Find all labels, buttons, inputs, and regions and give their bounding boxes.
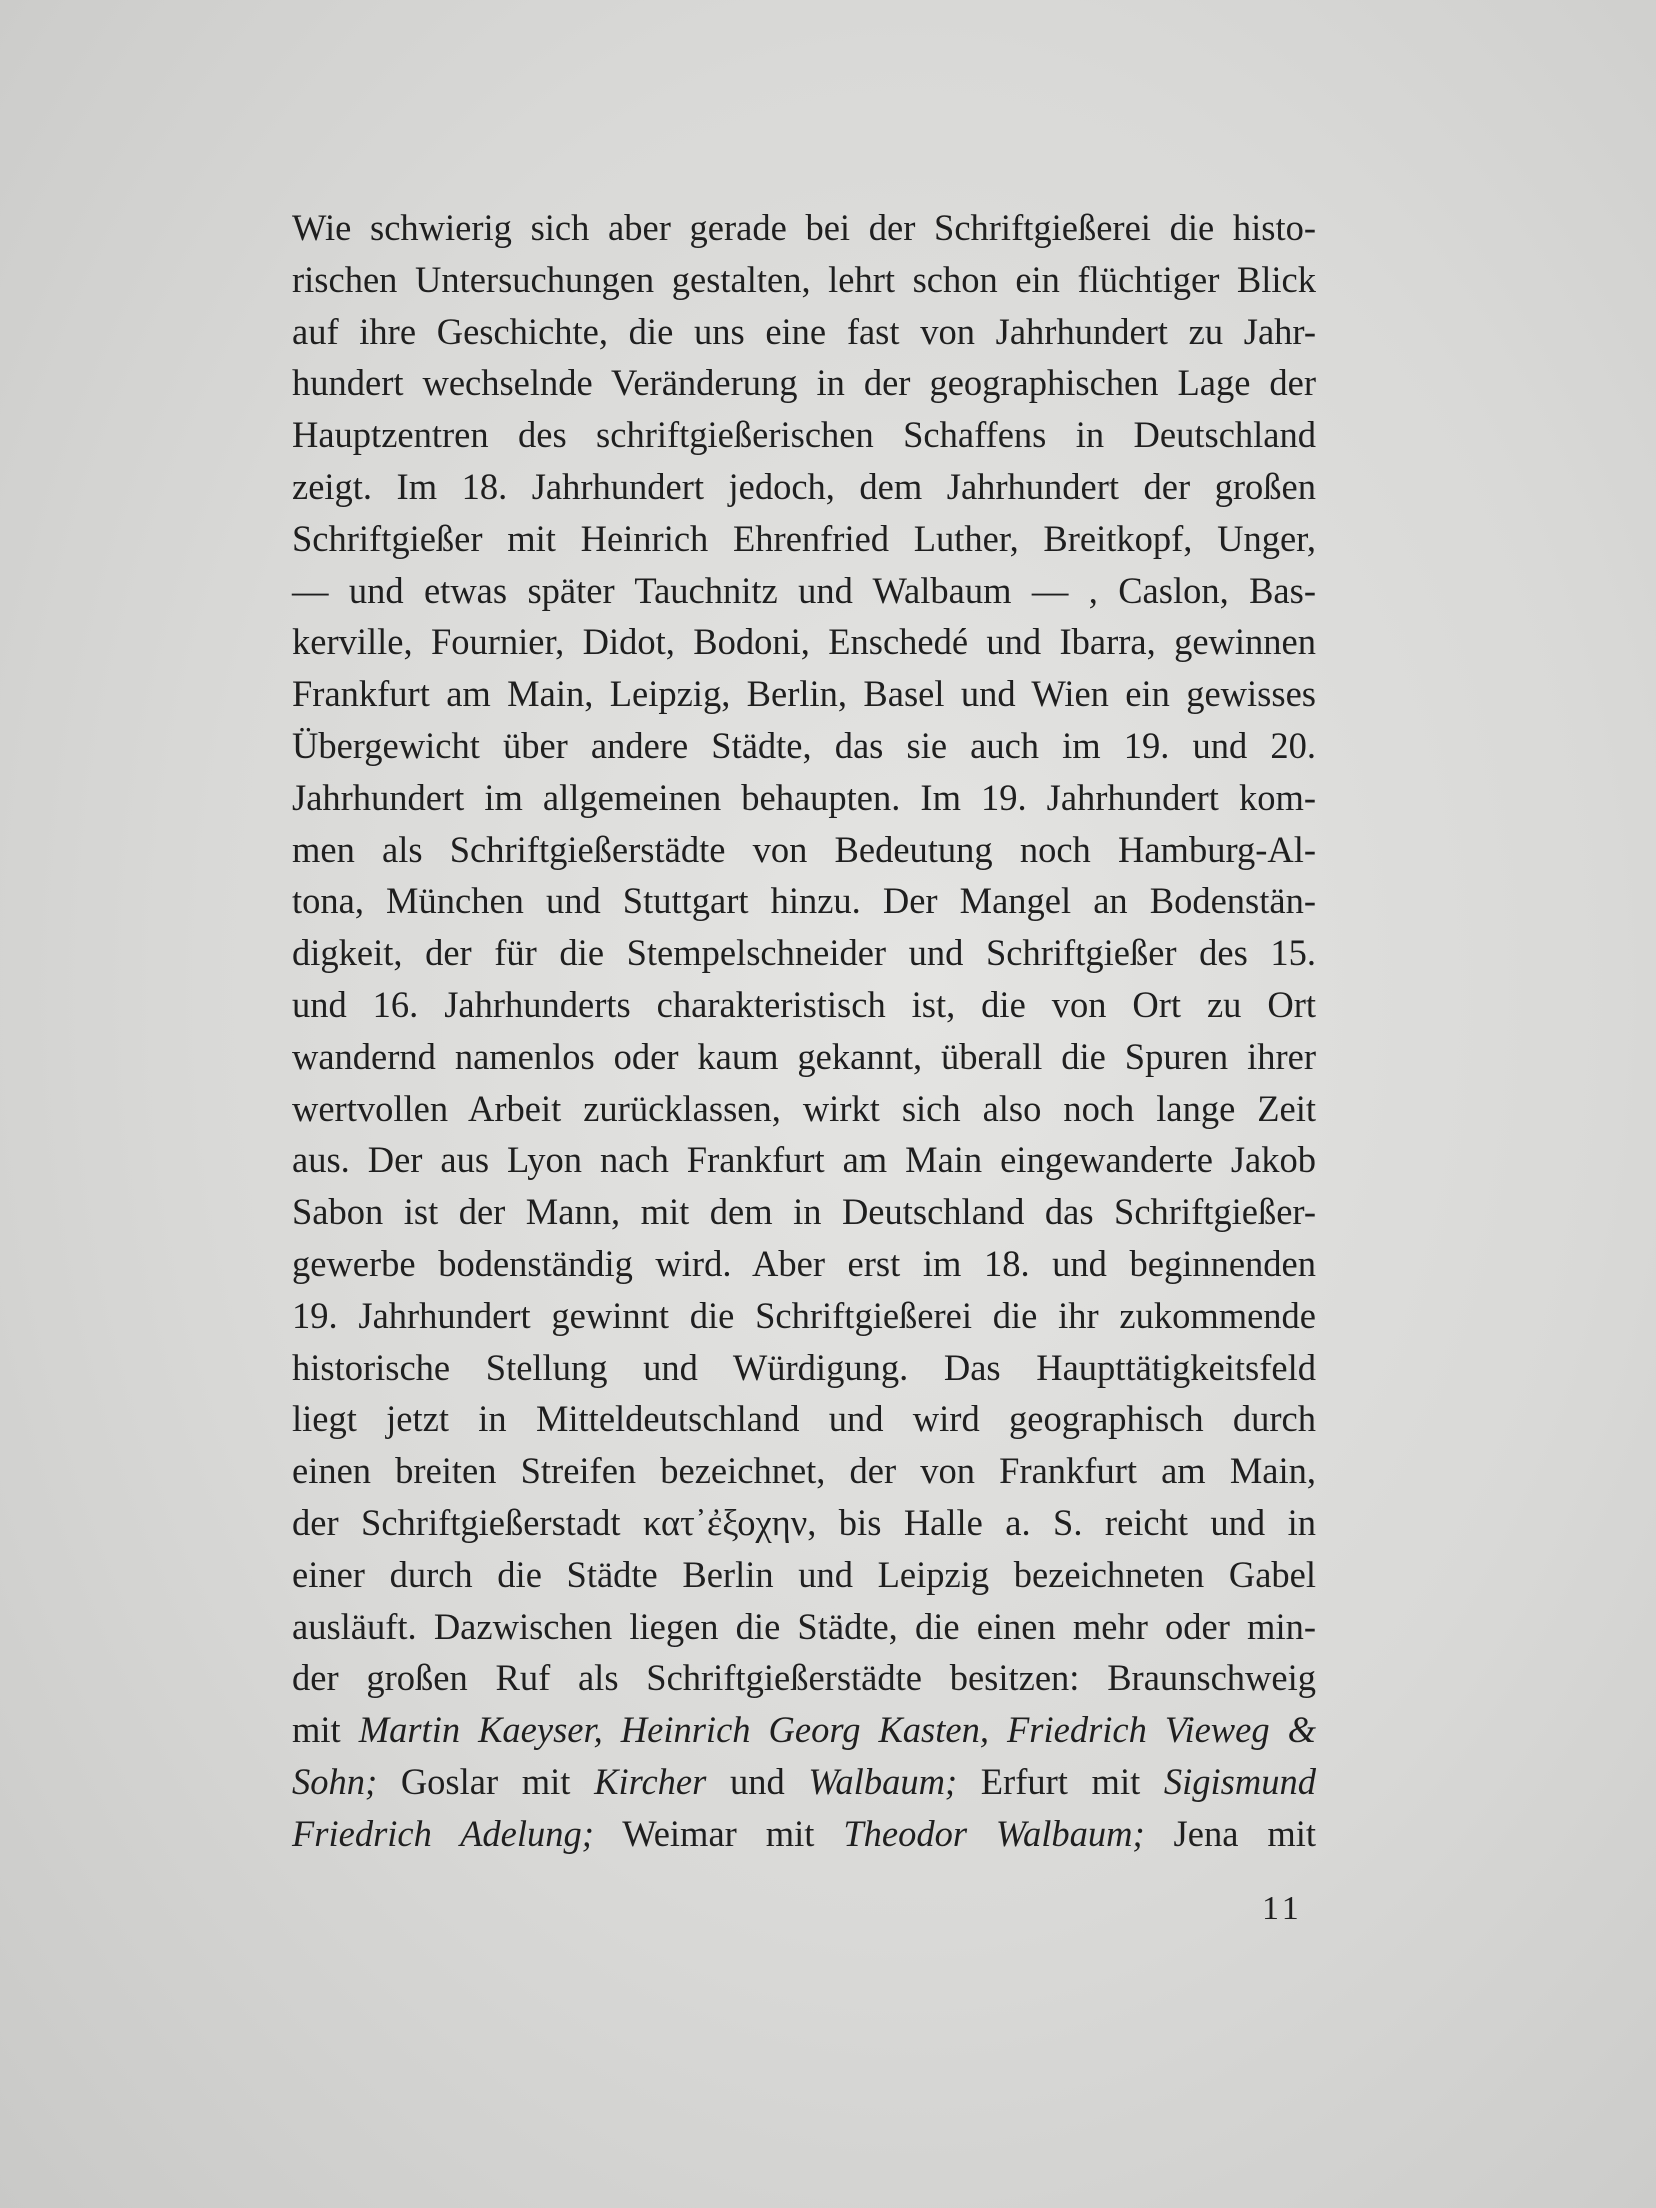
text-line <box>292 927 1316 979</box>
text-line <box>292 1342 1316 1394</box>
text-run: tona, München und Stuttgart hinzu. Der Mangel an Bodenstän- <box>292 880 1316 922</box>
text-run: ausläuft. Dazwischen liegen die Städte, die einen mehr oder min- <box>292 1605 1316 1647</box>
text-run: Sabon ist der Mann, mit dem in Deutschland das Schriftgießer- <box>292 1191 1316 1233</box>
text-line <box>292 1393 1316 1445</box>
text-line <box>292 202 1316 254</box>
italic-name: Walbaum; <box>808 1760 958 1802</box>
text-run: historische Stellung und Würdigung. Das Haupttätigkeitsfeld <box>292 1346 1316 1388</box>
text-line <box>292 979 1316 1031</box>
text-run: kerville, Fournier, Didot, Bodoni, Enschedé und Ibarra, gewinnen <box>292 621 1316 663</box>
italic-name: Theodor Walbaum; <box>843 1812 1145 1854</box>
text-line <box>292 357 1316 409</box>
text-run: einen breiten Streifen bezeichnet, der von Frankfurt am Main, <box>292 1450 1316 1492</box>
text-run: Frankfurt am Main, Leipzig, Berlin, Basel und Wien ein gewisses <box>292 673 1316 715</box>
text-run: Jena mit <box>1144 1812 1316 1854</box>
text-line <box>292 616 1316 668</box>
text-line <box>292 1704 1316 1756</box>
text-run: Jahrhundert im allgemeinen behaupten. Im 19. Jahrhundert kom- <box>292 776 1316 818</box>
text-run: aus. Der aus Lyon nach Frankfurt am Main eingewanderte Jakob <box>292 1139 1316 1181</box>
text-line <box>292 1601 1316 1653</box>
italic-name: Kircher <box>594 1760 707 1802</box>
text-line <box>292 1549 1316 1601</box>
text-run: Schriftgießer mit Heinrich Ehrenfried Luther, Breitkopf, Unger, <box>292 517 1316 559</box>
text-run: und <box>706 1760 809 1802</box>
text-run: zeigt. Im 18. Jahrhundert jedoch, dem Jahrhundert der großen <box>292 465 1316 507</box>
text-line <box>292 1445 1316 1497</box>
text-run: der Schriftgießerstadt κατ᾿ἐξοχην, bis Halle a. S. reicht und in <box>292 1501 1316 1543</box>
text-line <box>292 306 1316 358</box>
italic-name: Sigismund <box>1163 1760 1316 1802</box>
text-run: gewerbe bodenständig wird. Aber erst im 18. und beginnenden <box>292 1242 1316 1284</box>
text-line <box>292 1238 1316 1290</box>
text-line <box>292 668 1316 720</box>
text-line <box>292 772 1316 824</box>
text-line <box>292 1134 1316 1186</box>
text-line <box>292 720 1316 772</box>
text-run: hundert wechselnde Veränderung in der geographischen Lage der <box>292 362 1316 404</box>
text-line <box>292 461 1316 513</box>
text-run: Weimar mit <box>593 1812 844 1854</box>
text-run: auf ihre Geschichte, die uns eine fast von Jahrhundert zu Jahr- <box>292 310 1316 352</box>
page-number: 11 <box>1262 1890 1303 1927</box>
text-run: Wie schwierig sich aber gerade bei der Schriftgießerei die histo- <box>292 207 1316 248</box>
text-run: Goslar mit <box>377 1760 595 1802</box>
text-line <box>292 1808 1316 1860</box>
text-run: wandernd namenlos oder kaum gekannt, überall die Spuren ihrer <box>292 1035 1316 1077</box>
text-line <box>292 1186 1316 1238</box>
text-run: Übergewicht über andere Städte, das sie auch im 19. und 20. <box>292 724 1316 766</box>
italic-name: Sohn; <box>292 1760 378 1802</box>
text-run: liegt jetzt in Mitteldeutschland und wird geographisch durch <box>292 1398 1316 1440</box>
italic-name: Friedrich Adelung; <box>292 1812 594 1854</box>
text-run: Erfurt mit <box>957 1760 1164 1802</box>
text-run: 19. Jahrhundert gewinnt die Schriftgießerei die ihr zukommende <box>292 1294 1316 1336</box>
text-run: digkeit, der für die Stempelschneider und Schriftgießer des 15. <box>292 932 1316 974</box>
text-run: — und etwas später Tauchnitz und Walbaum — , Caslon, Bas- <box>292 569 1316 611</box>
text-run: der großen Ruf als Schriftgießerstädte besitzen: Braunschweig <box>292 1657 1316 1699</box>
text-line <box>292 513 1316 565</box>
body-text <box>292 202 1316 1860</box>
text-line <box>292 1756 1316 1808</box>
text-line <box>292 1497 1316 1549</box>
text-run: einer durch die Städte Berlin und Leipzig bezeichneten Gabel <box>292 1553 1316 1595</box>
text-line <box>292 254 1316 306</box>
text-line <box>292 1031 1316 1083</box>
text-run: und 16. Jahrhunderts charakteristisch ist, die von Ort zu Ort <box>292 983 1316 1025</box>
text-run: Hauptzentren des schriftgießerischen Schaffens in Deutschland <box>292 414 1316 456</box>
text-line <box>292 565 1316 617</box>
text-line <box>292 1652 1316 1704</box>
text-run: rischen Untersuchungen gestalten, lehrt schon ein flüchtiger Blick <box>292 258 1316 300</box>
text-line <box>292 1083 1316 1135</box>
text-line <box>292 1290 1316 1342</box>
text-run: mit <box>292 1709 359 1751</box>
text-run: men als Schriftgießerstädte von Bedeutung noch Hamburg-Al- <box>292 828 1316 870</box>
italic-name: Martin Kaeyser, Heinrich Georg Kasten, Friedrich Vieweg & <box>358 1709 1316 1751</box>
text-line <box>292 409 1316 461</box>
text-line <box>292 824 1316 876</box>
text-run: wertvollen Arbeit zurücklassen, wirkt sich also noch lange Zeit <box>292 1087 1316 1129</box>
text-line <box>292 875 1316 927</box>
